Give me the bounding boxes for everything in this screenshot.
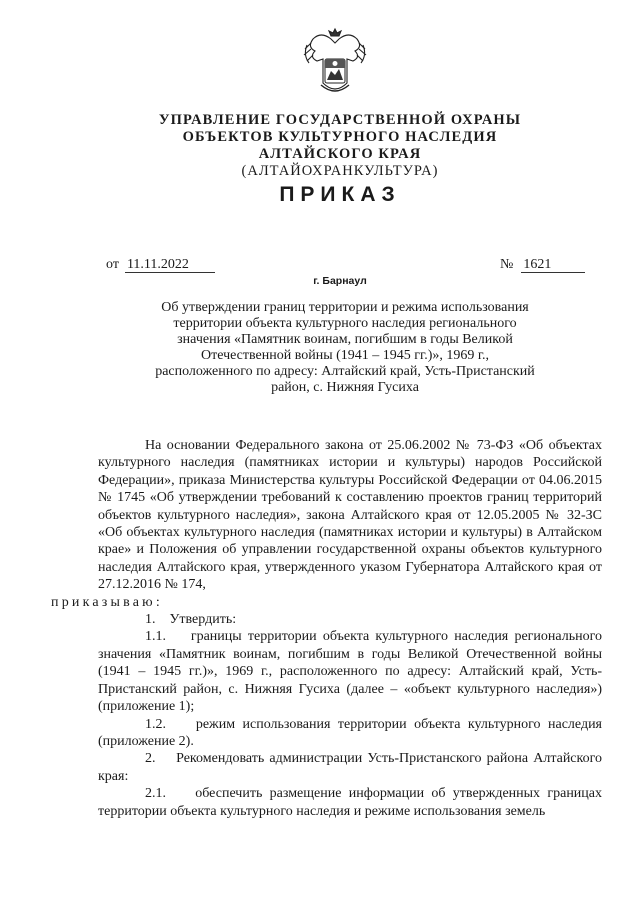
- item-2: [98, 750, 602, 785]
- item-1: [98, 611, 602, 628]
- item-1-number: 1.: [145, 612, 156, 628]
- org-line-2: ОБЪЕКТОВ КУЛЬТУРНОГО НАСЛЕДИЯ: [182, 129, 498, 145]
- subject-line: Об утверждении границ территории и режима использования: [161, 300, 529, 315]
- org-line-3: АЛТАЙСКОГО КРАЯ: [258, 146, 422, 162]
- org-short-name: (АЛТАЙОХРАНКУЛЬТУРА): [241, 163, 439, 179]
- preamble-text: На основании Федерального закона от 25.06.2002 № 73-ФЗ «Об объектах культурного наследия (памятниках истории и культуры) народов Российской Федерации», приказа Министерства культуры Российской Федерации от 04.06.2015 № 1745 «Об утверждении требований к составлению проектов границ территорий объектов культурного наследия», закона Алтайского края от 12.05.2005 № 32-ЗС «Об объектах культурного наследия (памятниках истории и культуры) в Алтайском крае» и Положения об управлении государственной охраны объектов культурного наследия Алтайского края, утвержденного указом Губернатора Алтайского края от 27.12.2016 № 174,: [98, 438, 602, 593]
- document-date: [106, 257, 215, 273]
- city-label: г. Барнаул: [313, 275, 367, 287]
- preamble-paragraph: [51, 437, 602, 611]
- organization-name: [0, 112, 640, 180]
- date-prefix: от: [106, 257, 119, 272]
- item-1-1-number: 1.1.: [145, 629, 166, 645]
- item-2-number: 2.: [145, 751, 156, 767]
- item-1-2-number: 1.2.: [145, 716, 166, 732]
- document-number: [500, 257, 585, 273]
- item-1-1: [98, 628, 602, 715]
- order-subject: [130, 300, 560, 396]
- item-2-1: [98, 785, 602, 820]
- org-line-1: УПРАВЛЕНИЕ ГОСУДАРСТВЕННОЙ ОХРАНЫ: [158, 112, 522, 128]
- subject-line: расположенного по адресу: Алтайский край, Усть-Пристанский: [155, 364, 535, 379]
- date-value: 11.11.2022: [125, 257, 215, 273]
- item-1-2-text: режим использования территории объекта культурного наследия (приложение 2).: [98, 716, 602, 749]
- item-2-text: Рекомендовать администрации Усть-Пристанского района Алтайского края:: [98, 751, 603, 784]
- number-value: 1621: [521, 257, 585, 273]
- order-body: [51, 437, 603, 820]
- item-1-1-text: границы территории объекта культурного наследия регионального значения «Памятник воинам, погибшим в годы Великой Отечественной войны (1941 – 1945 гг.)», 1969 г., расположенного по адресу: Алтайский край, Усть-Пристанский район, с. Нижняя Гусиха (далее – «объект культурного наследия») (приложение 1);: [98, 629, 602, 715]
- coat-of-arms-emblem: [301, 25, 369, 99]
- subject-line: значения «Памятник воинам, погибшим в годы Великой: [177, 332, 513, 347]
- item-2-1-number: 2.1.: [145, 786, 166, 802]
- number-prefix: №: [500, 257, 514, 272]
- item-2-1-text: обеспечить размещение информации об утвержденных границах территории объекта культурного наследия и режиме использования земель: [98, 786, 603, 819]
- subject-line: территории объекта культурного наследия регионального: [173, 316, 517, 331]
- item-1-text: Утвердить:: [169, 612, 237, 628]
- order-word: приказываю:: [51, 594, 163, 610]
- item-1-2: [98, 716, 602, 751]
- subject-line: район, с. Нижняя Гусиха: [271, 380, 419, 395]
- document-title: ПРИКАЗ: [279, 183, 401, 206]
- subject-line: Отечественной войны (1941 – 1945 гг.)», 1969 г.,: [200, 348, 490, 363]
